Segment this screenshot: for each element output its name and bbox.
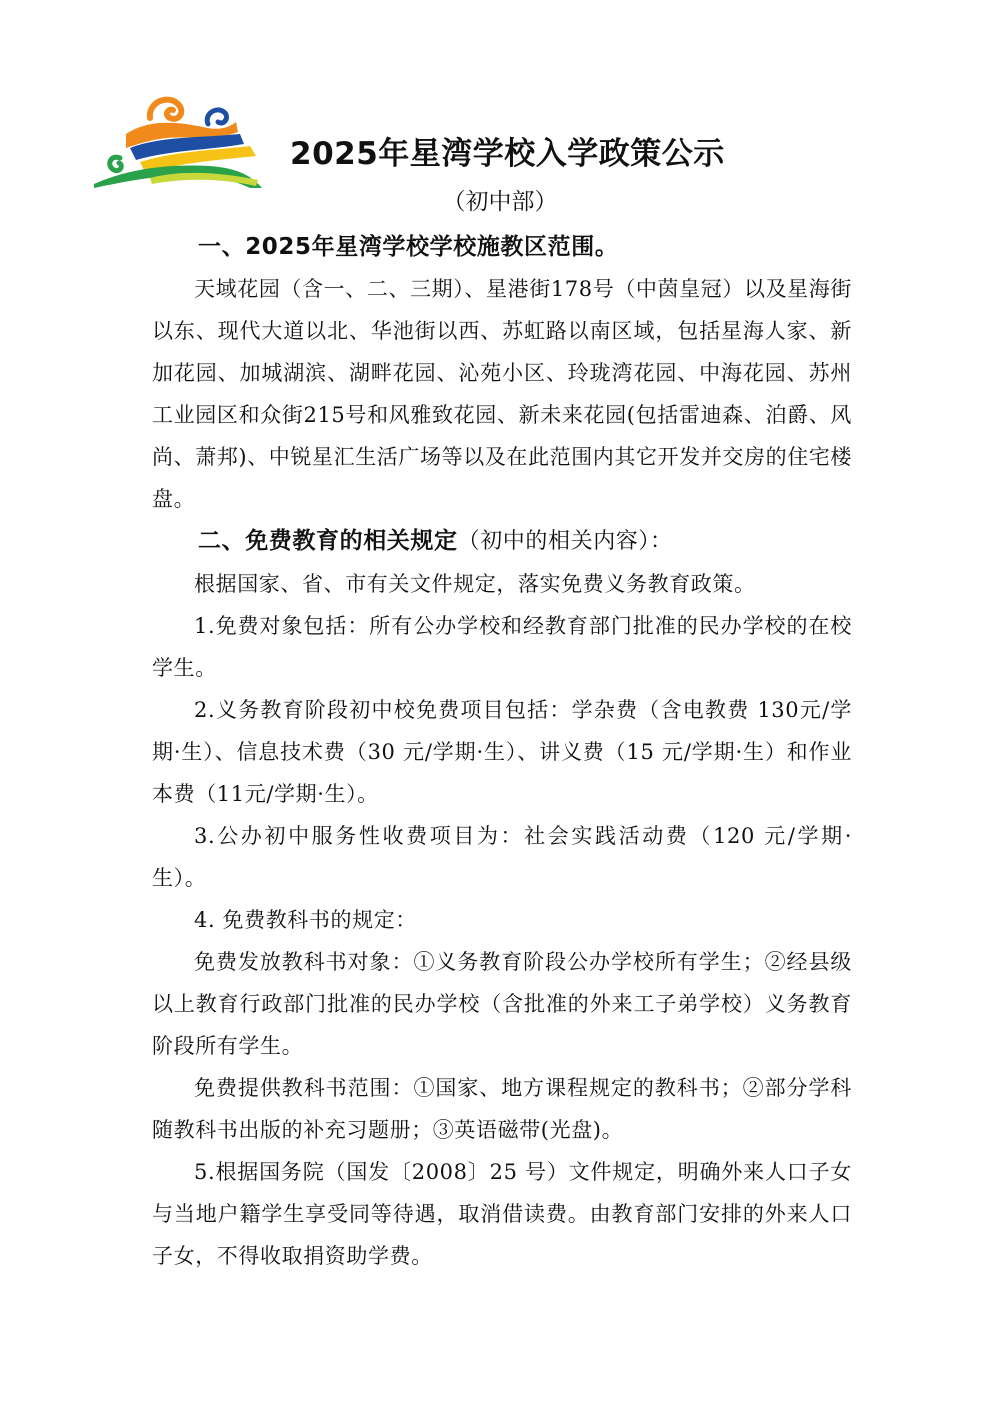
section2-item-4: 4. 免费教科书的规定：	[194, 908, 417, 932]
section2-item-4b: 免费提供教科书范围：①国家、地方课程规定的教科书；②部分学科随教科书出版的补充习题册；③英语磁带(光盘)。	[152, 1076, 852, 1142]
section1-heading-text: 一、2025年星湾学校学校施教区范围。	[198, 234, 619, 260]
section2-item-2: 2.义务教育阶段初中校免费项目包括：学杂费（含电教费 130元/学期·生）、信息技术费（30 元/学期·生）、讲义费（15 元/学期·生）和作业本费（11元/学期·生）。	[152, 698, 852, 806]
section2-item-4a: 免费发放教科书对象：①义务教育阶段公办学校所有学生；②经县级以上教育行政部门批准的民办学校（含批准的外来工子弟学校）义务教育阶段所有学生。	[152, 950, 852, 1058]
section2-heading-note: （初中的相关内容）：	[457, 529, 673, 554]
page-subtitle: （初中部）	[442, 189, 558, 215]
school-logo	[90, 88, 266, 192]
page-title: 2025年星湾学校入学政策公示	[290, 136, 725, 172]
section2-item-5: 5.根据国务院（国发〔2008〕25 号）文件规定，明确外来人口子女与当地户籍学生享受同等待遇，取消借读费。由教育部门安排的外来人口子女，不得收取捐资助学费。	[152, 1160, 852, 1268]
section1-body: 天域花园（含一、二、三期）、星港街178号（中茵皇冠）以及星海街以东、现代大道以北、华池街以西、苏虹路以南区域，包括星海人家、新加花园、加城湖滨、湖畔花园、沁苑小区、玲珑湾花园、中海花园、苏州工业园区和众街215号和风雅致花园、新未来花园(包括雷迪森、泊爵、风尚、萧邦)、中锐星汇生活广场等以及在此范围内其它开发并交房的住宅楼盘。	[152, 277, 852, 511]
section1-heading	[152, 226, 852, 268]
section2-intro: 根据国家、省、市有关文件规定，落实免费义务教育政策。	[194, 572, 756, 596]
section2-heading-text: 二、免费教育的相关规定	[198, 528, 458, 554]
section2-item-1: 1.免费对象包括：所有公办学校和经教育部门批准的民办学校的在校学生。	[152, 614, 852, 680]
document-body	[152, 226, 852, 1277]
section2-item-3: 3.公办初中服务性收费项目为：社会实践活动费（120 元/学期·生）。	[152, 824, 852, 890]
section2-heading	[152, 520, 852, 563]
